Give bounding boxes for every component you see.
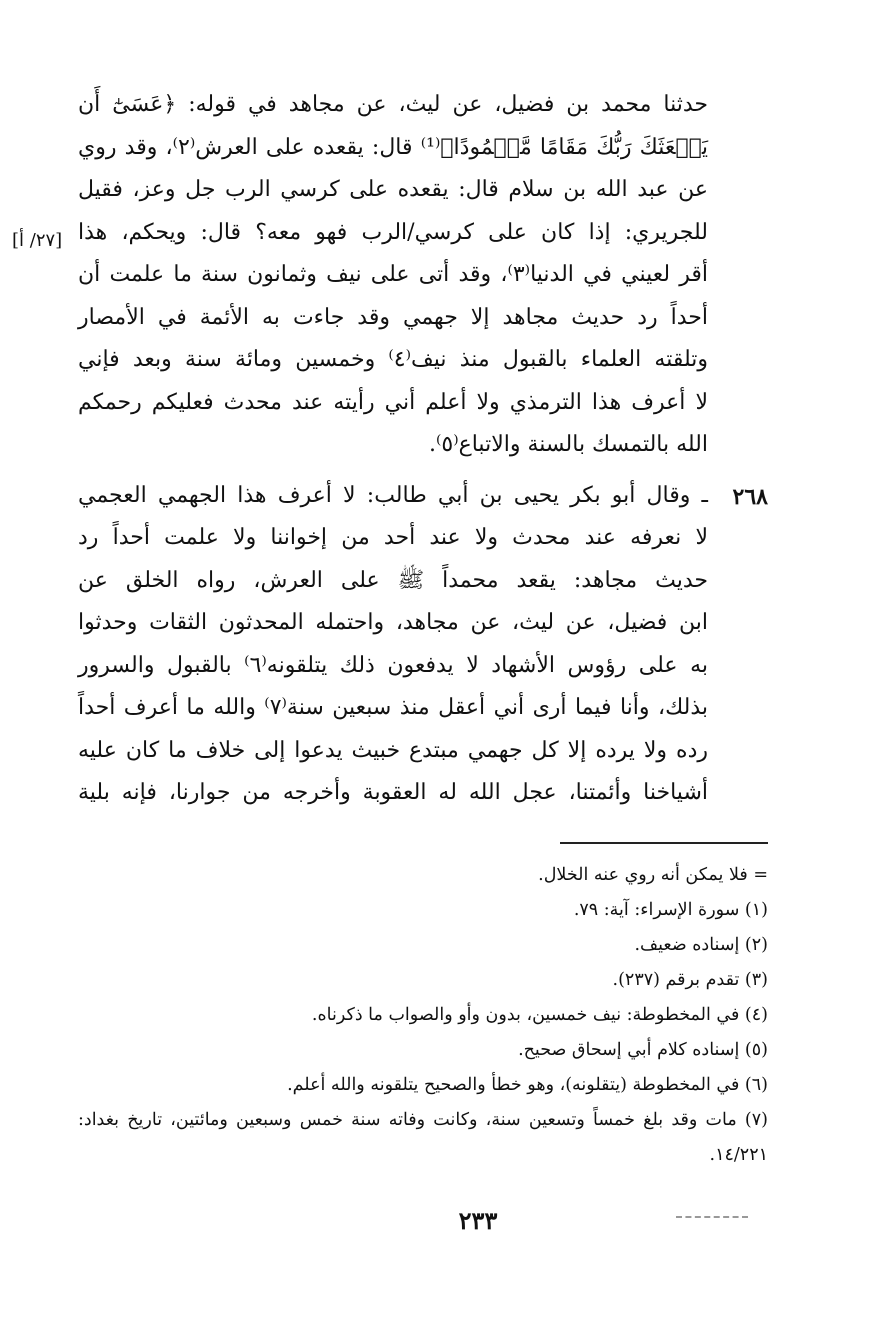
- text-line: عن عبد الله بن سلام قال: يقعده على كرسي الرب جل وعز، فقيل: [78, 177, 708, 202]
- text-line: به على رؤوس الأشهاد لا يدفعون ذلك يتلقونه⁽٦⁾ بالقبول والسرور: [78, 652, 708, 678]
- text-line: للجريري: إذا كان على كرسي/الرب فهو معه؟ قال: ويحكم، هذا: [78, 219, 708, 245]
- text-line: لا نعرفه عند محدث ولا عند أحد من إخواننا ولا علمت أحداً رد: [78, 525, 708, 550]
- main-text: [78, 84, 708, 815]
- text-line: حديث مجاهد: يقعد محمداً ﷺ على العرش، رواه الخلق عن: [78, 567, 708, 593]
- text-line: ـ وقال أبو بكر يحيى بن أبي طالب: لا أعرف هذا الجهمي العجمي: [78, 482, 708, 508]
- text-line: رده ولا يرده إلا كل جهمي مبتدع خبيث يدعوا إلى خلاف ما كان عليه: [78, 737, 708, 763]
- hadith-number: ٢٦٨: [732, 484, 768, 510]
- footnote: (١) سورة الإسراء: آية: ٧٩.: [573, 900, 768, 920]
- text-line: يَبۡعَثَكَ رَبُّكَ مَقَامًا مَّحۡمُودًا﴾⁽¹⁾ قال: يقعده على العرش⁽٢⁾، وقد روي: [78, 134, 708, 160]
- footnote: (٤) في المخطوطة: نيف خمسين، بدون وأو والصواب ما ذكرناه.: [311, 1005, 768, 1025]
- footnotes: [78, 858, 768, 1173]
- footnote: (٧) مات وقد بلغ خمساً وتسعين سنة، وكانت وفاته سنة خمس وسبعين ومائتين، تاريخ بغداد: ١٤/٢٢١.: [78, 1110, 768, 1165]
- scan-artifact: [676, 1216, 748, 1220]
- text-line: حدثنا محمد بن فضيل، عن ليث، عن مجاهد في قوله: ﴿عَسَىٰٓ أَن: [78, 92, 708, 117]
- text-line: بذلك، وأنا فيما أرى أني أعقل منذ سبعين سنة⁽٧⁾ والله ما أعرف أحداً: [78, 695, 708, 720]
- manuscript-folio-note: [٢٧/ أ]: [12, 230, 63, 251]
- footnote: (٣) تقدم برقم (٢٣٧).: [612, 970, 768, 990]
- text-line: أشياخنا وأئمتنا، عجل الله له العقوبة وأخرجه من جوارنا، فإنه بلية: [78, 780, 708, 805]
- footnote: = فلا يمكن أنه روي عنه الخلال.: [538, 865, 768, 885]
- text-line: ابن فضيل، عن ليث، عن مجاهد، واحتمله المحدثون الثقات وحدثوا: [78, 610, 708, 635]
- text-line: أقر لعيني في الدنيا⁽٣⁾، وقد أتى على نيف وثمانون سنة ما علمت أن: [78, 262, 708, 287]
- page-number-text: ٢٣٣: [458, 1206, 498, 1235]
- footnote-divider: [560, 842, 768, 844]
- text-line: الله بالتمسك بالسنة والاتباع⁽٥⁾.: [428, 432, 708, 457]
- text-line: أحداً رد حديث مجاهد إلا جهمي وقد جاءت به الأئمة في الأمصار: [78, 304, 708, 330]
- footnote: (٦) في المخطوطة (يتقلونه)، وهو خطأ والصحيح يتلقونه والله أعلم.: [287, 1075, 768, 1095]
- footnote: (٢) إسناده ضعيف.: [634, 935, 768, 955]
- text-line: لا أعرف هذا الترمذي ولا أعلم أني رأيته عند محدث فعليكم رحمكم: [78, 389, 708, 415]
- page-number: [0, 1206, 876, 1235]
- footnote: (٥) إسناده كلام أبي إسحاق صحيح.: [518, 1040, 768, 1060]
- text-line: وتلقته العلماء بالقبول منذ نيف⁽٤⁾ وخمسين ومائة سنة وبعد فإني: [78, 347, 708, 372]
